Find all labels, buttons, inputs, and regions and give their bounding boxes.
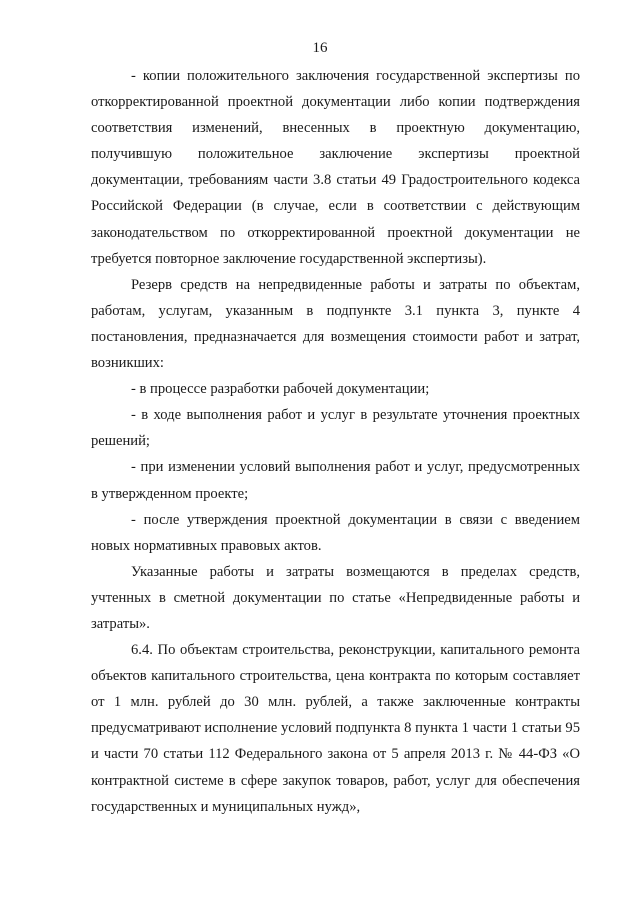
list-item-working-docs: - в процессе разработки рабочей документации; — [131, 381, 430, 398]
page-number: 16 — [312, 40, 328, 56]
paragraph-section-6-4: 6.4. По объектам строительства, реконструкции, капитального ремонта объектов капитального строительства, цена контракта по которым составляет от 1 млн. рублей до 30 млн. рублей, а также заключенные контракты предусматривают исполнение условий подпункта 8 пункта 1 части 1 статьи 95 и части 70 статьи 112 Федерального закона от 5 апреля 2013 г. № 44-ФЗ «О контрактной системе в сфере закупок товаров, работ, услуг для обеспечения государственных и муниципальных нужд», — [91, 642, 580, 815]
document-body — [91, 63, 580, 820]
paragraph-expertise-copies: - копии положительного заключения государственной экспертизы по откорректированной проектной документации либо копии подтверждения соответствия изменений, внесенных в проектную документацию, получившую положительное заключение экспертизы проектной документации, требованиям части 3.8 статьи 49 Градостроительного кодекса Российской Федерации (в случае, если в соответствии с действующим законодательством по откорректированной проектной документации не требуется повторное заключение государственной экспертизы). — [91, 68, 580, 267]
list-item-changed-conditions: - при изменении условий выполнения работ и услуг, предусмотренных в утвержденном проекте; — [91, 459, 580, 502]
list-item-new-regulations: - после утверждения проектной документации в связи с введением новых нормативных правовых актов. — [91, 511, 580, 554]
list-item-design-refinement: - в ходе выполнения работ и услуг в результате уточнения проектных решений; — [91, 407, 580, 450]
paragraph-reimbursement: Указанные работы и затраты возмещаются в пределах средств, учтенных в сметной документации по статье «Непредвиденные работы и затраты». — [91, 563, 580, 632]
paragraph-reserve-funds: Резерв средств на непредвиденные работы и затраты по объектам, работам, услугам, указанным в подпункте 3.1 пункта 3, пункте 4 постановления, предназначается для возмещения стоимости работ и затрат, возникших: — [91, 276, 580, 372]
